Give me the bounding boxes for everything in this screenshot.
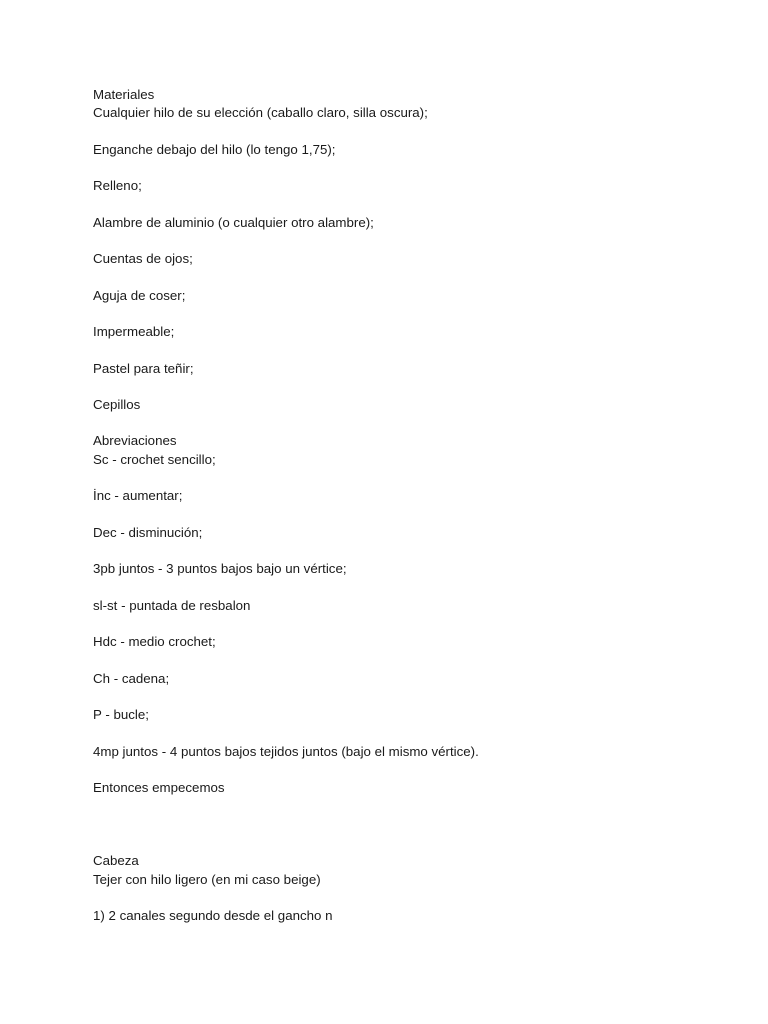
head-section-step: 1) 2 canales segundo desde el gancho n <box>93 908 333 923</box>
head-section-heading: Cabeza <box>93 853 139 868</box>
intro-text: Entonces empecemos <box>93 780 225 795</box>
abbreviation-item: Sc - crochet sencillo; <box>93 452 216 467</box>
abbreviation-item: İnc - aumentar; <box>93 488 183 503</box>
abbreviations-heading: Abreviaciones <box>93 433 177 448</box>
materials-item: Alambre de aluminio (o cualquier otro alambre); <box>93 215 374 230</box>
materials-item: Enganche debajo del hilo (lo tengo 1,75); <box>93 142 336 157</box>
materials-item: Relleno; <box>93 178 142 193</box>
abbreviation-item: Ch - cadena; <box>93 671 170 686</box>
abbreviation-item: P - bucle; <box>93 707 149 722</box>
materials-item: Impermeable; <box>93 324 175 339</box>
materials-item: Cepillos <box>93 397 141 412</box>
abbreviation-item: 4mp juntos - 4 puntos bajos tejidos juntos (bajo el mismo vértice). <box>93 744 479 759</box>
materials-item: Cualquier hilo de su elección (caballo claro, silla oscura); <box>93 105 428 120</box>
materials-item: Aguja de coser; <box>93 288 186 303</box>
materials-item: Cuentas de ojos; <box>93 251 193 266</box>
abbreviation-item: Hdc - medio crochet; <box>93 634 216 649</box>
head-section-subheading: Tejer con hilo ligero (en mi caso beige) <box>93 872 321 887</box>
materials-heading: Materiales <box>93 87 155 102</box>
abbreviation-item: 3pb juntos - 3 puntos bajos bajo un vértice; <box>93 561 347 576</box>
materials-item: Pastel para teñir; <box>93 361 194 376</box>
abbreviation-item: Dec - disminución; <box>93 525 203 540</box>
abbreviation-item: sl-st - puntada de resbalon <box>93 598 251 613</box>
